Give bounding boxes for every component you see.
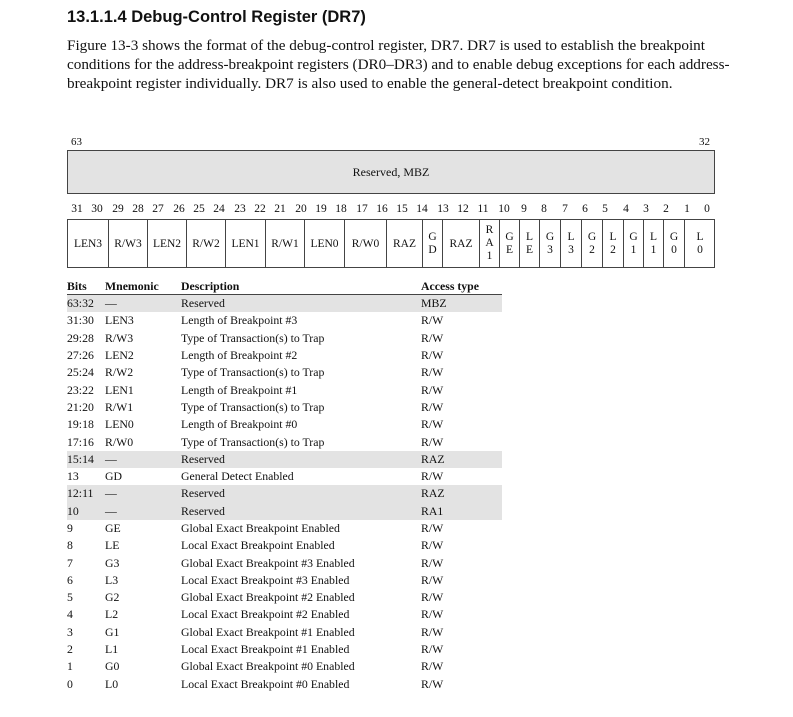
cell-description: Local Exact Breakpoint #3 Enabled <box>181 572 350 587</box>
cell-bits: 9 <box>67 521 73 535</box>
table-row <box>67 520 502 537</box>
field-char: 2 <box>610 243 616 256</box>
cell-mnemonic: R/W2 <box>105 365 134 380</box>
cell-access: R/W <box>421 365 444 380</box>
bit-number-31: 31 <box>71 203 83 215</box>
cell-description: Global Exact Breakpoint #2 Enabled <box>181 590 355 605</box>
cell-bits: 4 <box>67 607 73 622</box>
bit-number-16: 16 <box>376 203 388 215</box>
cell-mnemonic: L1 <box>105 642 119 657</box>
field-char: 1 <box>486 250 493 262</box>
cell-description: General Detect Enabled <box>181 469 294 484</box>
field-len1-4: LEN1 <box>226 220 266 267</box>
table-row <box>67 468 502 485</box>
cell-description: Global Exact Breakpoint Enabled <box>181 521 340 535</box>
cell-access: R/W <box>421 313 444 328</box>
bit-number-1: 1 <box>684 203 690 215</box>
field-rw2-3: R/W2 <box>187 220 226 267</box>
cell-access: RAZ <box>421 485 502 502</box>
field-char: G <box>545 230 555 243</box>
cell-access: R/W <box>421 417 444 432</box>
cell-bits: 12:11 <box>67 485 105 502</box>
cell-bits: 7 <box>67 555 73 570</box>
table-row <box>67 451 502 468</box>
cell-bits: 29:28 <box>67 330 94 345</box>
cell-description: Reserved <box>181 295 421 313</box>
table-row <box>67 485 502 502</box>
table-row <box>67 295 502 313</box>
cell-access: MBZ <box>421 295 502 313</box>
cell-access: R/W <box>421 382 444 397</box>
cell-bits: 31:30 <box>67 313 94 328</box>
cell-access: R/W <box>421 590 444 605</box>
table-row <box>67 381 502 398</box>
bit-number-18: 18 <box>335 203 347 215</box>
cell-mnemonic: — <box>105 451 181 468</box>
bit-number-22: 22 <box>254 203 266 215</box>
cell-bits: 23:22 <box>67 382 94 397</box>
cell-mnemonic: — <box>105 503 181 520</box>
field-char: G <box>587 230 597 243</box>
table-row <box>67 330 502 347</box>
field-raz-10: RAZ <box>443 220 480 267</box>
cell-description: Reserved <box>181 503 421 520</box>
bit-number-11: 11 <box>477 203 489 215</box>
bit-number-10: 10 <box>498 203 510 215</box>
bit-number-21: 21 <box>274 203 286 215</box>
table-row <box>67 347 502 364</box>
bit-number-24: 24 <box>213 203 225 215</box>
field-raz-8: RAZ <box>387 220 423 267</box>
field-char: L <box>649 230 658 243</box>
bit-number-row <box>67 203 715 217</box>
cell-description: Length of Breakpoint #3 <box>181 313 298 328</box>
cell-mnemonic: G1 <box>105 624 120 639</box>
cell-access: R/W <box>421 624 444 639</box>
cell-mnemonic: L3 <box>105 572 119 587</box>
cell-access: R/W <box>421 469 444 484</box>
bit-number-5: 5 <box>602 203 608 215</box>
bit-number-25: 25 <box>193 203 205 215</box>
cell-mnemonic: GD <box>105 469 123 484</box>
table-row <box>67 641 502 658</box>
bit-number-12: 12 <box>457 203 469 215</box>
table-row <box>67 589 502 606</box>
cell-access: R/W <box>421 538 444 553</box>
cell-access: R/W <box>421 642 444 657</box>
field-g3-14 <box>540 220 561 267</box>
bit-number-2: 2 <box>663 203 669 215</box>
bit-number-23: 23 <box>234 203 246 215</box>
cell-description: Type of Transaction(s) to Trap <box>181 399 325 414</box>
cell-description: Length of Breakpoint #2 <box>181 348 298 363</box>
bit-number-28: 28 <box>132 203 144 215</box>
bit-number-29: 29 <box>112 203 124 215</box>
bit-63-label: 63 <box>71 136 82 148</box>
cell-bits: 6 <box>67 572 73 587</box>
cell-mnemonic: R/W1 <box>105 399 134 414</box>
bit-number-26: 26 <box>173 203 185 215</box>
field-g2-16 <box>582 220 603 267</box>
dr7-bit-table <box>67 278 502 693</box>
cell-access: R/W <box>421 330 444 345</box>
table-row <box>67 572 502 589</box>
cell-access: R/W <box>421 399 444 414</box>
cell-bits: 15:14 <box>67 451 105 468</box>
field-char: G <box>629 230 638 243</box>
cell-bits: 0 <box>67 676 73 691</box>
field-char: E <box>505 243 514 256</box>
bit-number-7: 7 <box>562 203 568 215</box>
table-row <box>67 399 502 416</box>
header-mnemonic: Mnemonic <box>105 278 181 295</box>
table-row <box>67 433 502 450</box>
field-char: G <box>428 230 437 243</box>
cell-bits: 3 <box>67 624 73 639</box>
cell-mnemonic: LEN1 <box>105 382 134 397</box>
cell-mnemonic: LEN0 <box>105 417 134 432</box>
field-l1-19 <box>644 220 664 267</box>
field-l2-17 <box>603 220 624 267</box>
bit-number-0: 0 <box>704 203 710 215</box>
cell-bits: 2 <box>67 642 73 657</box>
cell-description: Type of Transaction(s) to Trap <box>181 365 325 380</box>
field-len3-0: LEN3 <box>68 220 109 267</box>
cell-bits: 10 <box>67 503 105 520</box>
bit-number-9: 9 <box>521 203 527 215</box>
cell-description: Local Exact Breakpoint #1 Enabled <box>181 642 350 657</box>
cell-access: R/W <box>421 659 444 674</box>
bit-number-3: 3 <box>643 203 649 215</box>
bit-number-4: 4 <box>623 203 629 215</box>
field-char: R <box>485 224 494 236</box>
section-heading: 13.1.1.4 Debug-Control Register (DR7) <box>67 8 366 26</box>
cell-mnemonic: R/W3 <box>105 330 134 345</box>
table-row <box>67 537 502 554</box>
field-ge-12 <box>500 220 520 267</box>
bit-number-20: 20 <box>295 203 307 215</box>
bit-number-15: 15 <box>396 203 408 215</box>
cell-bits: 25:24 <box>67 365 94 380</box>
field-char: L <box>567 230 575 243</box>
cell-description: Global Exact Breakpoint #0 Enabled <box>181 659 355 674</box>
cell-mnemonic: G3 <box>105 555 120 570</box>
header-bits: Bits <box>67 278 105 295</box>
cell-access: RA1 <box>421 503 502 520</box>
field-l0-21 <box>685 220 715 267</box>
bit-number-14: 14 <box>416 203 428 215</box>
table-row <box>67 503 502 520</box>
cell-access: R/W <box>421 555 444 570</box>
table-row <box>67 416 502 433</box>
field-char: 3 <box>568 243 574 256</box>
field-char: G <box>669 230 679 243</box>
cell-mnemonic: L0 <box>105 676 119 691</box>
cell-bits: 1 <box>67 659 73 674</box>
field-char: E <box>525 243 534 256</box>
cell-description: Reserved <box>181 485 421 502</box>
cell-mnemonic: G0 <box>105 659 120 674</box>
bit-number-6: 6 <box>582 203 588 215</box>
cell-description: Type of Transaction(s) to Trap <box>181 330 325 345</box>
table-row <box>67 554 502 571</box>
cell-access: R/W <box>421 676 444 691</box>
cell-bits: 63:32 <box>67 295 105 313</box>
cell-access: R/W <box>421 348 444 363</box>
cell-access: RAZ <box>421 451 502 468</box>
cell-mnemonic: L2 <box>105 607 119 622</box>
cell-description: Local Exact Breakpoint Enabled <box>181 538 335 553</box>
bit-number-13: 13 <box>437 203 449 215</box>
cell-bits: 5 <box>67 590 73 605</box>
cell-description: Type of Transaction(s) to Trap <box>181 434 325 449</box>
field-char: 1 <box>630 243 637 256</box>
cell-description: Local Exact Breakpoint #0 Enabled <box>181 676 350 691</box>
field-rw0-7: R/W0 <box>345 220 387 267</box>
cell-bits: 27:26 <box>67 348 94 363</box>
cell-access: R/W <box>421 572 444 587</box>
cell-description: Length of Breakpoint #0 <box>181 417 298 432</box>
header-access: Access type <box>421 278 502 295</box>
cell-description: Length of Breakpoint #1 <box>181 382 298 397</box>
cell-bits: 21:20 <box>67 399 94 414</box>
bit-number-19: 19 <box>315 203 327 215</box>
field-char: L <box>609 230 617 243</box>
field-char: 3 <box>547 243 553 256</box>
field-g1-18 <box>624 220 644 267</box>
field-char: D <box>428 243 437 256</box>
cell-bits: 8 <box>67 538 73 553</box>
register-fields-row <box>67 219 715 268</box>
cell-mnemonic: LE <box>105 538 120 553</box>
cell-bits: 19:18 <box>67 417 94 432</box>
cell-bits: 17:16 <box>67 434 94 449</box>
cell-access: R/W <box>421 434 444 449</box>
cell-mnemonic: R/W0 <box>105 434 134 449</box>
field-char: A <box>485 237 494 249</box>
bit-number-17: 17 <box>356 203 368 215</box>
field-char: 2 <box>589 243 595 256</box>
field-char: L <box>525 230 534 243</box>
field-l3-15 <box>561 220 582 267</box>
cell-mnemonic: G2 <box>105 590 120 605</box>
field-rw1-5: R/W1 <box>266 220 305 267</box>
field-char: 0 <box>697 243 703 256</box>
cell-access: R/W <box>421 521 444 535</box>
table-row <box>67 364 502 381</box>
table-row <box>67 606 502 623</box>
cell-mnemonic: GE <box>105 521 121 535</box>
cell-mnemonic: LEN2 <box>105 348 134 363</box>
bit-number-27: 27 <box>152 203 164 215</box>
header-description: Description <box>181 278 421 295</box>
field-le-13 <box>520 220 540 267</box>
bit-number-30: 30 <box>91 203 103 215</box>
field-char: 0 <box>671 243 677 256</box>
field-char: L <box>696 230 704 243</box>
field-char: G <box>505 230 514 243</box>
cell-access: R/W <box>421 607 444 622</box>
cell-description: Reserved <box>181 451 421 468</box>
field-char: 1 <box>650 243 657 256</box>
table-row <box>67 312 502 329</box>
cell-description: Global Exact Breakpoint #3 Enabled <box>181 555 355 570</box>
field-g0-20 <box>664 220 685 267</box>
cell-bits: 13 <box>67 469 79 484</box>
field-rw3-1: R/W3 <box>109 220 148 267</box>
cell-description: Global Exact Breakpoint #1 Enabled <box>181 624 355 639</box>
cell-mnemonic: LEN3 <box>105 313 134 328</box>
bit-32-label: 32 <box>699 136 710 148</box>
upper-reserved-field: Reserved, MBZ <box>67 150 715 194</box>
bit-number-8: 8 <box>541 203 547 215</box>
cell-description: Local Exact Breakpoint #2 Enabled <box>181 607 350 622</box>
table-row <box>67 624 502 641</box>
table-row <box>67 676 502 693</box>
table-header-row <box>67 278 502 295</box>
field-ra1-11 <box>480 220 500 267</box>
cell-mnemonic: — <box>105 485 181 502</box>
field-len0-6: LEN0 <box>305 220 345 267</box>
intro-paragraph: Figure 13-3 shows the format of the debug-control register, DR7. DR7 is used to establish the breakpoint conditions for the address-breakpoint registers (DR0–DR3) and to enable debug exceptions for each address-breakpoint register individually. DR7 is also used to enable the general-detect breakpoint condition. <box>67 37 730 92</box>
field-len2-2: LEN2 <box>148 220 187 267</box>
table-row <box>67 658 502 675</box>
field-gd-9 <box>423 220 443 267</box>
cell-mnemonic: — <box>105 295 181 313</box>
